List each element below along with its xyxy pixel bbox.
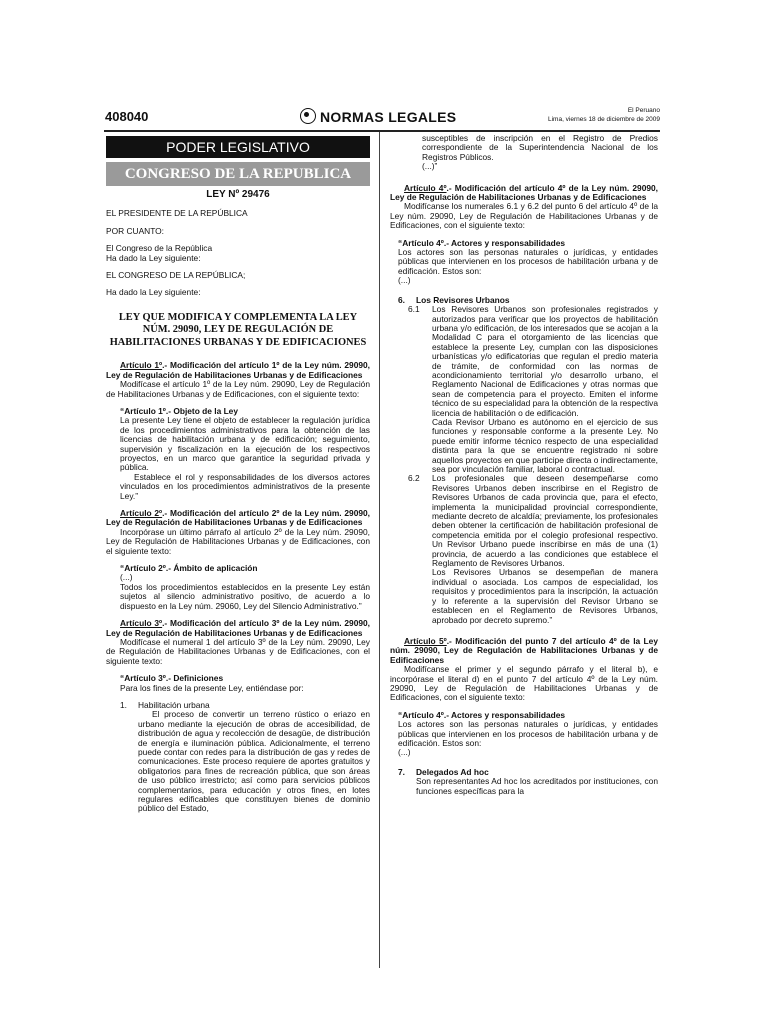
section-band-poder-legislativo: PODER LEGISLATIVO — [106, 136, 370, 158]
article-2-heading-text: .- Modificación del artículo 2º de la Ley núm. 29090, Ley de Regulación de Habilitaciones Urbanas y de Edificaciones — [106, 508, 370, 528]
subitem-6-1-number: 6.1 — [408, 304, 420, 315]
article-5-body: Modifícanse el primer y el segundo párrafo y el literal b), e incorpórase el literal d) en el punto 7 del artículo 4º de la Ley núm. 29090, Ley de Regulación de Habilitaciones Urbanas y de Edificaciones, con el siguiente texto: — [390, 664, 658, 703]
article-3-body: Modifícase el numeral 1 del artículo 3º de la Ley núm. 29090, Ley de Regulación de Habilitaciones Urbanas y de Edificaciones, con el siguiente texto: — [106, 636, 370, 666]
definition-item-1-body: El proceso de convertir un terreno rústico o eriazo en urbano mediante la ejecución de obras de accesibilidad, de distribución de agua y recolección de desagüe, de distribución de energía e iluminación pública. Adicionalmente, el terreno puede contar con redes para la distribución de gas y redes de comunicaciones. Este proceso requiere de aportes gratuitos y obligatorios para fines de recreación pública, que son áreas de uso público irrestricto; así como para servicios públicos complementarios, para educación y otros fines, en lotes regulares edificables que constituyen bienes de dominio público del Estado, — [138, 709, 370, 814]
quote-2-title: “Artículo 2º.- Ámbito de aplicación — [120, 563, 258, 574]
quote-2-ellipsis: (...) — [120, 572, 133, 583]
article-1-heading — [106, 361, 370, 380]
subitem-6-1-paragraph-1: Los Revisores Urbanos son profesionales registrados y autorizados para verificar que los proyectos de habilitación urbana y/o edificación, de los interesados que se acojan a la Modalidad C para el otorgamiento de las licencias que establece la presente Ley, cumplan con las disposiciones urbanísticas y/o edificatorias que regulan el predio materia de trámite, de conformidad con las normas de acondicionamiento territorial y/o desarrollo urbano, el Reglamento Nacional de Edificaciones y otras normas que sean de competencia para el proyecto. Emiten el informe técnico de su especialidad para la obtención de la respectiva licencia de habilitación o de edificación. — [432, 304, 658, 418]
subitem-6-2-number: 6.2 — [408, 473, 420, 484]
quote-1-title: “Artículo 1º.- Objeto de la Ley — [120, 405, 239, 416]
article-4-quote — [390, 239, 658, 625]
section-band-congreso: CONGRESO DE LA REPUBLICA — [106, 162, 370, 186]
congreso-block — [106, 244, 370, 263]
newspaper-page — [104, 104, 660, 970]
article-2-heading — [106, 509, 370, 528]
header-info — [548, 106, 660, 124]
article-4-heading-text: .- Modificación del artículo 4º de la Ley núm. 29090, Ley de Regulación de Habilitaciones Urbanas y de Edificaciones — [390, 182, 659, 203]
definition-item-1 — [120, 701, 370, 814]
ha-dado-line-1: Ha dado la Ley siguiente: — [106, 252, 201, 263]
right-column — [390, 134, 658, 804]
left-column — [106, 134, 370, 822]
subitem-6-2-paragraph-1: Los profesionales que deseen desempeñarse como Revisores Urbanos deben inscribirse en el Registro de Revisores Urbanos de cada provincia que, para el efecto, implementa la municipalidad provincial correspondiente, mediante decreto de alcaldía; previamente, los profesionales deben obtener la certificación de habilitación profesional de competencia emitida por el colegio profesional respectivo. Un Revisor Urbano puede inscribirse en más de una (1) provincia, de acuerdo a las condiciones que establece el Reglamento de Revisores Urbanos. — [432, 473, 658, 569]
page-header — [104, 104, 660, 132]
newspaper-name: El Peruano — [627, 107, 660, 114]
por-cuanto-line: POR CUANTO: — [106, 225, 165, 236]
article-1-quote — [106, 407, 370, 501]
article-4 — [390, 184, 658, 625]
article-1 — [106, 361, 370, 501]
continued-ellipsis: (...)” — [422, 161, 438, 172]
publication-title — [300, 108, 456, 125]
congreso-line: El Congreso de la República — [106, 243, 213, 254]
article-3-heading — [106, 619, 370, 638]
article-5-label: Artículo 5º — [404, 635, 447, 646]
article-3-quote — [106, 674, 370, 814]
definition-item-1-number: 1. — [120, 699, 127, 710]
quote-4-ellipsis: (...) — [398, 275, 411, 286]
page-number: 408040 — [105, 109, 149, 124]
item-7-number: 7. — [398, 766, 405, 777]
article-5-heading — [390, 637, 658, 665]
quote-4-paragraph-1: Los actores son las personas naturales o jurídicas, y entidades públicas que intervienen en los procesos de habilitación urbana y de edificación. Estos son: — [398, 247, 658, 276]
article-2 — [106, 509, 370, 611]
item-7-body: Son representantes Ad hoc los acreditados por instituciones, con funciones específicas para la — [416, 776, 658, 796]
article-3-heading-text: .- Modificación del artículo 3º de la Ley núm. 29090, Ley de Regulación de Habilitaciones Urbanas y de Edificaciones — [106, 618, 370, 638]
article-1-label: Artículo 1º — [120, 360, 163, 371]
item-6-number: 6. — [398, 294, 405, 305]
law-title: LEY QUE MODIFICA Y COMPLEMENTA LA LEY NÚM. 29090, LEY DE REGULACIÓN DE HABILITACIONES URBANAS Y DE EDIFICACIONES — [109, 311, 367, 348]
article-2-label: Artículo 2º — [120, 508, 163, 519]
subitem-6-1 — [398, 305, 658, 474]
article-4-label: Artículo 4º — [404, 182, 447, 193]
quote-3-intro: Para los fines de la presente Ley, entiéndase por: — [120, 682, 304, 693]
article-4-body: Modifícanse los numerales 6.1 y 6.2 del punto 6 del artículo 4º de la Ley núm. 29090, Ley de Regulación de Habilitaciones Urbanas y de Edificaciones, con el siguiente texto: — [390, 201, 658, 231]
item-6-title: Los Revisores Urbanos — [416, 294, 510, 305]
article-5-quote — [390, 711, 658, 796]
quote-4-title: “Artículo 4º.- Actores y responsabilidades — [398, 237, 566, 248]
article-2-body: Incorpórase un último párrafo al artículo 2º de la Ley núm. 29090, Ley de Regulación de Habilitaciones Urbanas y de Edificaciones, con el siguiente texto: — [106, 526, 370, 556]
article-5 — [390, 637, 658, 796]
subitem-6-2 — [398, 474, 658, 625]
coat-of-arms-icon — [300, 108, 316, 124]
article-1-heading-text: .- Modificación del artículo 1º de la Ley núm. 29090, Ley de Regulación de Habilitaciones Urbanas y de Edificaciones — [106, 360, 370, 380]
presidente-line: EL PRESIDENTE DE LA REPÚBLICA — [106, 208, 248, 219]
article-4-heading — [390, 184, 658, 203]
subitem-6-2-content — [432, 474, 658, 625]
quote-1-paragraph-2: Establece el rol y responsabilidades de los diversos actores vinculados en los procedimientos administrativos de la presente Ley.” — [120, 471, 370, 501]
quote-2-paragraph-1: Todos los procedimientos establecidos en la presente Ley están sujetos al silencio administrativo positivo, de acuerdo a lo dispuesto en la Ley núm. 29060, Ley del Silencio Administrativo.” — [120, 581, 370, 611]
article-1-body: Modifícase el artículo 1º de la Ley núm. 29090, Ley de Regulación de Habilitaciones Urbanas y de Edificaciones, con el siguiente texto: — [106, 379, 370, 399]
definition-item-1-content — [138, 701, 370, 814]
column-divider — [379, 132, 380, 968]
quote-5-paragraph-1: Los actores son las personas naturales o jurídicas, y entidades públicas que intervienen en los procesos de habilitación urbana y de edificación. Estos son: — [398, 719, 658, 748]
law-number: LEY Nº 29476 — [206, 189, 270, 200]
issue-date: Lima, viernes 18 de diciembre de 2009 — [547, 116, 660, 123]
subitem-6-1-paragraph-2: Cada Revisor Urbano es autónomo en el ejercicio de sus funciones y responsable conforme a la presente Ley. No puede emitir informe técnico respecto de una especialidad distinta para la que se encuentre registrado ni sobre aquellos proyectos en que participe directa o indirectamente, sea por vinculación familiar, laboral o contractual. — [432, 416, 658, 474]
quote-5-ellipsis: (...) — [398, 747, 411, 758]
quote-3-title: “Artículo 3º.- Definiciones — [120, 673, 224, 684]
quote-5-title: “Artículo 4º.- Actores y responsabilidades — [398, 709, 566, 720]
article-3-label: Artículo 3º — [120, 618, 163, 629]
article-5-heading-text: .- Modificación del punto 7 del artículo 4º de la Ley núm. 29090, Ley de Regulación de Habilitaciones Urbanas y de Edificaciones — [390, 635, 658, 665]
continued-text — [390, 134, 658, 172]
article-2-quote — [106, 564, 370, 611]
quote-1-paragraph-1: La presente Ley tiene el objeto de establecer la regulación jurídica de los procedimientos administrativos para la obtención de las licencias de habilitación urbana y de edificación; seguimiento, supervisión y fiscalización en la ejecución de los respectivos proyectos, en un marco que garantice la seguridad privada y pública. — [120, 415, 370, 473]
congreso-caps-line: EL CONGRESO DE LA REPÚBLICA; — [106, 270, 246, 281]
ha-dado-line-2: Ha dado la Ley siguiente: — [106, 287, 201, 298]
item-7-title: Delegados Ad hoc — [416, 766, 489, 777]
article-3 — [106, 619, 370, 814]
continued-paragraph: susceptibles de inscripción en el Registro de Predios correspondiente de la Superintendencia Nacional de los Registros Públicos. — [422, 133, 658, 162]
subitem-6-1-content — [432, 305, 658, 474]
definition-item-1-title: Habilitación urbana — [138, 699, 210, 710]
publication-name: NORMAS LEGALES — [320, 109, 457, 125]
subitem-6-2-paragraph-2: Los Revisores Urbanos se desempeñan de manera individual o asociada. Los campos de especialidad, los requisitos y procedimientos para la inscripción, la actuación y lo referente a la supervisión del Revisor Urbano se establecen en el Reglamento de Revisores Urbanos, aprobado por decreto supremo.” — [432, 567, 658, 625]
